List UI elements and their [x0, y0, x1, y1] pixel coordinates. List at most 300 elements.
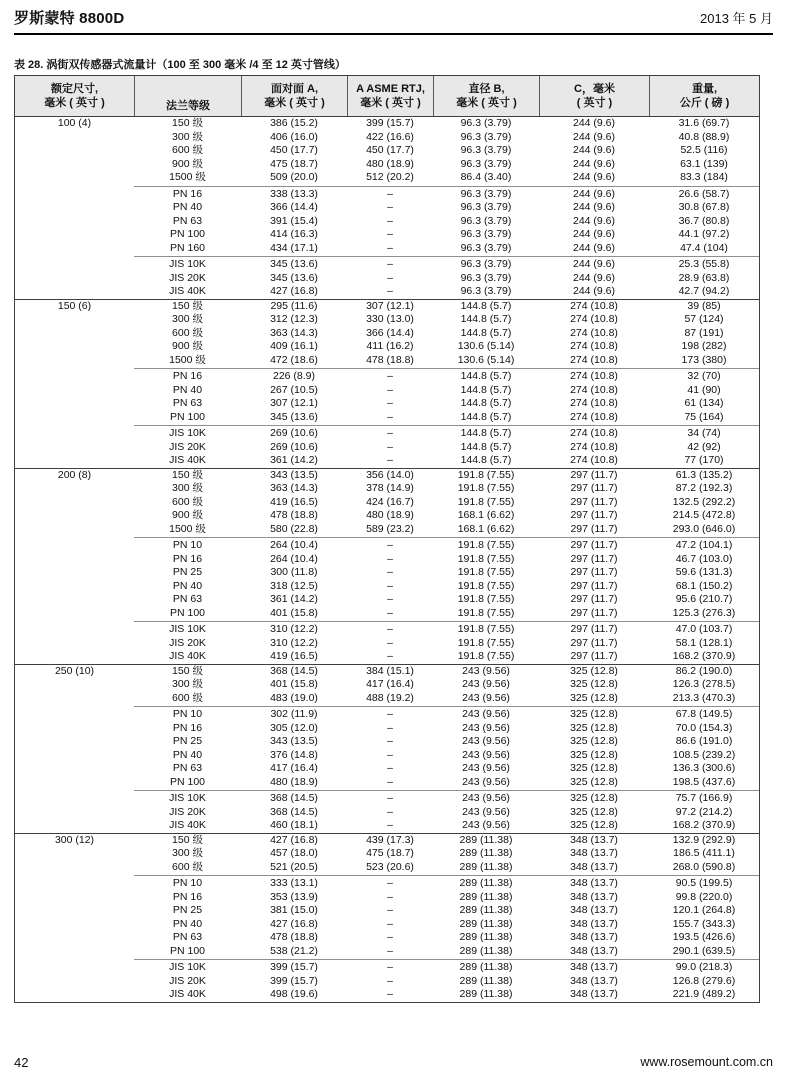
cell-weight: 132.9 (292.9): [672, 833, 736, 846]
cell-diameter-b: 191.8 (7.55): [457, 650, 515, 663]
cell-weight: 221.9 (489.2): [672, 988, 736, 1001]
cell-flange-class: PN 25: [172, 735, 203, 748]
cell-flange-class: 900 级: [172, 509, 203, 522]
cell-dim-c: 274 (10.8): [570, 383, 618, 396]
cell-dim-c: 244 (9.6): [572, 117, 616, 130]
cell-face-to-face: 457 (18.0): [270, 847, 318, 860]
cell-dim-c: 297 (11.7): [570, 552, 618, 565]
cell-weight: 44.1 (97.2): [678, 228, 730, 241]
cell-face-to-face: 345 (13.6): [270, 258, 318, 271]
cell-flange-class: JIS 20K: [169, 636, 206, 649]
size-group: [15, 664, 759, 833]
cell-face-to-face: 580 (22.8): [270, 522, 318, 535]
table-row: [15, 580, 759, 594]
cell-flange-class: JIS 40K: [169, 819, 206, 832]
cell-nominal-size: 300 (12): [54, 833, 95, 846]
cell-dim-c: 244 (9.6): [572, 271, 616, 284]
cell-dim-c: 348 (13.7): [570, 833, 618, 846]
col-header-line: A ASME RTJ,: [356, 83, 425, 95]
table-row: [15, 397, 759, 411]
cell-asme-rtj: 478 (18.8): [366, 353, 414, 366]
table-row: [15, 762, 759, 776]
cell-asme-rtj: 422 (16.6): [366, 130, 414, 143]
table-row: [15, 523, 759, 537]
table-row: [15, 650, 759, 664]
cell-dim-c: 348 (13.7): [570, 988, 618, 1001]
cell-asme-rtj: –: [387, 721, 393, 734]
cell-asme-rtj: –: [387, 988, 393, 1001]
cell-flange-class: 300 级: [172, 130, 203, 143]
cell-weight: 168.2 (370.9): [672, 819, 736, 832]
cell-weight: 132.5 (292.2): [672, 495, 736, 508]
cell-dim-c: 325 (12.8): [570, 691, 618, 704]
cell-flange-class: PN 16: [172, 721, 203, 734]
cell-flange-class: JIS 40K: [169, 650, 206, 663]
cell-face-to-face: 376 (14.8): [270, 748, 318, 761]
table-row: [15, 665, 759, 679]
table-row: [15, 623, 759, 637]
cell-flange-class: 150 级: [172, 664, 203, 677]
cell-asme-rtj: –: [387, 877, 393, 890]
cell-weight: 39 (85): [687, 299, 721, 312]
cell-face-to-face: 509 (20.0): [270, 171, 318, 184]
table-row: [15, 877, 759, 891]
table-row: [15, 340, 759, 354]
cell-face-to-face: 472 (18.6): [270, 353, 318, 366]
cell-asme-rtj: 399 (15.7): [366, 117, 414, 130]
cell-weight: 168.2 (370.9): [672, 650, 736, 663]
cell-weight: 293.0 (646.0): [672, 522, 736, 535]
subgroup-divider: [134, 537, 759, 538]
cell-asme-rtj: –: [387, 792, 393, 805]
cell-face-to-face: 343 (13.5): [270, 735, 318, 748]
document-header: [14, 7, 773, 28]
subgroup-divider: [134, 959, 759, 960]
cell-face-to-face: 386 (15.2): [270, 117, 318, 130]
cell-dim-c: 325 (12.8): [570, 775, 618, 788]
cell-diameter-b: 289 (11.38): [459, 904, 513, 917]
cell-weight: 46.7 (103.0): [675, 552, 733, 565]
cell-dim-c: 297 (11.7): [570, 579, 618, 592]
cell-weight: 67.8 (149.5): [675, 708, 733, 721]
cell-asme-rtj: –: [387, 748, 393, 761]
cell-flange-class: PN 40: [172, 383, 203, 396]
col-header-face-to-face: [241, 76, 347, 116]
subgroup-divider: [134, 256, 759, 257]
size-group: [15, 117, 759, 299]
cell-diameter-b: 289 (11.38): [459, 877, 513, 890]
col-header-line: 额定尺寸,: [50, 83, 99, 95]
table-row: [15, 566, 759, 580]
table-row: [15, 776, 759, 790]
table-row: [15, 354, 759, 368]
table-row: [15, 144, 759, 158]
cell-flange-class: JIS 10K: [169, 792, 206, 805]
cell-diameter-b: 130.6 (5.14): [457, 353, 515, 366]
cell-asme-rtj: –: [387, 427, 393, 440]
cell-diameter-b: 96.3 (3.79): [460, 117, 512, 130]
cell-flange-class: 600 级: [172, 860, 203, 873]
col-header-line: 毫米 ( 英寸 ): [264, 97, 325, 109]
table-row: [15, 188, 759, 202]
cell-asme-rtj: 356 (14.0): [366, 468, 414, 481]
cell-dim-c: 274 (10.8): [570, 427, 618, 440]
cell-face-to-face: 401 (15.8): [270, 678, 318, 691]
cell-flange-class: 150 级: [172, 468, 203, 481]
table-row: [15, 975, 759, 989]
cell-dim-c: 325 (12.8): [570, 819, 618, 832]
table-row: [15, 847, 759, 861]
cell-diameter-b: 144.8 (5.7): [460, 383, 512, 396]
cell-face-to-face: 343 (13.5): [270, 468, 318, 481]
cell-asme-rtj: –: [387, 917, 393, 930]
cell-asme-rtj: 480 (18.9): [366, 509, 414, 522]
subgroup-divider: [134, 368, 759, 369]
col-header-line: 重量,: [691, 83, 718, 95]
cell-dim-c: 297 (11.7): [570, 482, 618, 495]
cell-flange-class: JIS 20K: [169, 271, 206, 284]
cell-flange-class: PN 40: [172, 748, 203, 761]
cell-dim-c: 348 (13.7): [570, 917, 618, 930]
cell-asme-rtj: –: [387, 944, 393, 957]
cell-weight: 95.6 (210.7): [675, 593, 733, 606]
cell-flange-class: PN 63: [172, 593, 203, 606]
cell-weight: 75.7 (166.9): [675, 792, 733, 805]
cell-flange-class: PN 63: [172, 931, 203, 944]
cell-face-to-face: 419 (16.5): [270, 650, 318, 663]
cell-face-to-face: 345 (13.6): [270, 410, 318, 423]
cell-flange-class: 300 级: [172, 482, 203, 495]
cell-flange-class: 900 级: [172, 340, 203, 353]
cell-dim-c: 297 (11.7): [570, 522, 618, 535]
cell-asme-rtj: –: [387, 397, 393, 410]
table-row: [15, 735, 759, 749]
cell-dim-c: 297 (11.7): [570, 566, 618, 579]
cell-asme-rtj: –: [387, 410, 393, 423]
table-row: [15, 496, 759, 510]
cell-flange-class: PN 16: [172, 187, 203, 200]
table-row: [15, 370, 759, 384]
cell-asme-rtj: 417 (16.4): [366, 678, 414, 691]
cell-diameter-b: 96.3 (3.79): [460, 285, 512, 298]
table-row: [15, 215, 759, 229]
cell-weight: 87 (191): [684, 326, 724, 339]
cell-diameter-b: 243 (9.56): [462, 708, 510, 721]
cell-asme-rtj: 307 (12.1): [366, 299, 414, 312]
cell-weight: 290.1 (639.5): [672, 944, 736, 957]
col-header-line: 毫米 ( 英寸 ): [360, 97, 421, 109]
cell-nominal-size: 250 (10): [54, 664, 95, 677]
cell-face-to-face: 361 (14.2): [270, 454, 318, 467]
cell-diameter-b: 191.8 (7.55): [457, 579, 515, 592]
cell-diameter-b: 243 (9.56): [462, 721, 510, 734]
cell-flange-class: PN 160: [169, 241, 206, 254]
cell-diameter-b: 289 (11.38): [459, 847, 513, 860]
cell-diameter-b: 243 (9.56): [462, 805, 510, 818]
cell-dim-c: 244 (9.6): [572, 157, 616, 170]
cell-asme-rtj: –: [387, 974, 393, 987]
cell-face-to-face: 419 (16.5): [270, 495, 318, 508]
cell-flange-class: PN 40: [172, 579, 203, 592]
cell-face-to-face: 478 (18.8): [270, 509, 318, 522]
cell-dim-c: 244 (9.6): [572, 187, 616, 200]
cell-weight: 126.3 (278.5): [672, 678, 736, 691]
cell-diameter-b: 96.3 (3.79): [460, 130, 512, 143]
table-row: [15, 313, 759, 327]
cell-weight: 125.3 (276.3): [672, 606, 736, 619]
table-row: [15, 593, 759, 607]
cell-flange-class: PN 10: [172, 539, 203, 552]
cell-face-to-face: 338 (13.3): [270, 187, 318, 200]
cell-asme-rtj: –: [387, 454, 393, 467]
table-row: [15, 454, 759, 468]
subgroup-divider: [134, 621, 759, 622]
cell-dim-c: 274 (10.8): [570, 410, 618, 423]
cell-flange-class: PN 100: [169, 228, 206, 241]
table-row: [15, 285, 759, 299]
cell-face-to-face: 521 (20.5): [270, 860, 318, 873]
cell-weight: 61 (134): [684, 397, 724, 410]
table-row: [15, 945, 759, 959]
cell-weight: 77 (170): [684, 454, 724, 467]
table-row: [15, 171, 759, 185]
cell-dim-c: 325 (12.8): [570, 805, 618, 818]
cell-asme-rtj: –: [387, 271, 393, 284]
table-row: [15, 834, 759, 848]
cell-diameter-b: 191.8 (7.55): [457, 636, 515, 649]
cell-dim-c: 297 (11.7): [570, 495, 618, 508]
cell-dim-c: 325 (12.8): [570, 721, 618, 734]
cell-dim-c: 297 (11.7): [570, 623, 618, 636]
cell-dim-c: 348 (13.7): [570, 944, 618, 957]
cell-weight: 42 (92): [687, 440, 721, 453]
cell-flange-class: PN 63: [172, 214, 203, 227]
cell-dim-c: 274 (10.8): [570, 370, 618, 383]
cell-face-to-face: 478 (18.8): [270, 931, 318, 944]
cell-diameter-b: 144.8 (5.7): [460, 299, 512, 312]
cell-asme-rtj: –: [387, 904, 393, 917]
cell-diameter-b: 144.8 (5.7): [460, 326, 512, 339]
footer-website: www.rosemount.com.cn: [640, 1055, 773, 1069]
cell-dim-c: 274 (10.8): [570, 313, 618, 326]
table-row: [15, 441, 759, 455]
cell-flange-class: PN 16: [172, 552, 203, 565]
cell-face-to-face: 366 (14.4): [270, 201, 318, 214]
cell-face-to-face: 345 (13.6): [270, 271, 318, 284]
cell-weight: 213.3 (470.3): [672, 691, 736, 704]
cell-face-to-face: 312 (12.3): [270, 313, 318, 326]
table-row: [15, 722, 759, 736]
cell-face-to-face: 409 (16.1): [270, 340, 318, 353]
cell-face-to-face: 333 (13.1): [270, 877, 318, 890]
cell-face-to-face: 460 (18.1): [270, 819, 318, 832]
cell-dim-c: 297 (11.7): [570, 509, 618, 522]
cell-asme-rtj: –: [387, 258, 393, 271]
col-header-flange-class: [134, 76, 241, 116]
cell-face-to-face: 368 (14.5): [270, 805, 318, 818]
table-row: [15, 861, 759, 875]
subgroup-divider: [134, 186, 759, 187]
table-row: [15, 384, 759, 398]
cell-asme-rtj: –: [387, 579, 393, 592]
cell-face-to-face: 300 (11.8): [270, 566, 318, 579]
cell-diameter-b: 289 (11.38): [459, 944, 513, 957]
cell-dim-c: 297 (11.7): [570, 593, 618, 606]
table-row: [15, 258, 759, 272]
cell-face-to-face: 406 (16.0): [270, 130, 318, 143]
header-divider: [14, 33, 773, 35]
cell-weight: 86.6 (191.0): [675, 735, 733, 748]
cell-flange-class: PN 25: [172, 904, 203, 917]
cell-dim-c: 348 (13.7): [570, 877, 618, 890]
table-row: [15, 637, 759, 651]
cell-diameter-b: 289 (11.38): [459, 860, 513, 873]
cell-face-to-face: 414 (16.3): [270, 228, 318, 241]
table-row: [15, 272, 759, 286]
cell-diameter-b: 243 (9.56): [462, 691, 510, 704]
table-row: [15, 792, 759, 806]
cell-face-to-face: 295 (11.6): [270, 299, 318, 312]
cell-flange-class: 900 级: [172, 157, 203, 170]
cell-diameter-b: 191.8 (7.55): [457, 552, 515, 565]
cell-asme-rtj: –: [387, 201, 393, 214]
table-row: [15, 509, 759, 523]
cell-nominal-size: 200 (8): [57, 468, 92, 481]
cell-weight: 34 (74): [687, 427, 721, 440]
cell-diameter-b: 96.3 (3.79): [460, 144, 512, 157]
cell-diameter-b: 243 (9.56): [462, 775, 510, 788]
cell-face-to-face: 264 (10.4): [270, 552, 318, 565]
table-row: [15, 327, 759, 341]
cell-dim-c: 297 (11.7): [570, 539, 618, 552]
cell-weight: 198.5 (437.6): [672, 775, 736, 788]
cell-flange-class: 300 级: [172, 847, 203, 860]
cell-dim-c: 244 (9.6): [572, 241, 616, 254]
col-header-line: 毫米 ( 英寸 ): [44, 97, 105, 109]
cell-weight: 87.2 (192.3): [675, 482, 733, 495]
cell-diameter-b: 96.3 (3.79): [460, 271, 512, 284]
cell-asme-rtj: –: [387, 636, 393, 649]
table-row: [15, 427, 759, 441]
cell-face-to-face: 307 (12.1): [270, 397, 318, 410]
cell-diameter-b: 96.3 (3.79): [460, 228, 512, 241]
publication-date: 2013 年 5 月: [700, 11, 773, 26]
cell-flange-class: JIS 10K: [169, 427, 206, 440]
cell-diameter-b: 144.8 (5.7): [460, 313, 512, 326]
cell-flange-class: PN 100: [169, 410, 206, 423]
col-header-line: 面对面 A,: [270, 83, 319, 95]
cell-asme-rtj: –: [387, 708, 393, 721]
cell-flange-class: PN 16: [172, 890, 203, 903]
cell-flange-class: JIS 20K: [169, 805, 206, 818]
cell-face-to-face: 399 (15.7): [270, 974, 318, 987]
cell-weight: 83.3 (184): [680, 171, 728, 184]
cell-weight: 75 (164): [684, 410, 724, 423]
size-group: [15, 468, 759, 664]
cell-flange-class: JIS 20K: [169, 974, 206, 987]
cell-face-to-face: 427 (16.8): [270, 917, 318, 930]
cell-diameter-b: 96.3 (3.79): [460, 157, 512, 170]
col-header-line: ( 英寸 ): [576, 97, 613, 109]
cell-asme-rtj: –: [387, 440, 393, 453]
cell-dim-c: 348 (13.7): [570, 860, 618, 873]
cell-asme-rtj: 378 (14.9): [366, 482, 414, 495]
cell-diameter-b: 144.8 (5.7): [460, 410, 512, 423]
cell-dim-c: 274 (10.8): [570, 353, 618, 366]
cell-flange-class: JIS 20K: [169, 440, 206, 453]
cell-dim-c: 348 (13.7): [570, 961, 618, 974]
cell-dim-c: 274 (10.8): [570, 340, 618, 353]
cell-dim-c: 325 (12.8): [570, 735, 618, 748]
cell-diameter-b: 96.3 (3.79): [460, 214, 512, 227]
cell-face-to-face: 353 (13.9): [270, 890, 318, 903]
cell-diameter-b: 289 (11.38): [459, 890, 513, 903]
table-row: [15, 228, 759, 242]
cell-diameter-b: 96.3 (3.79): [460, 241, 512, 254]
cell-dim-c: 244 (9.6): [572, 171, 616, 184]
table-row: [15, 891, 759, 905]
cell-diameter-b: 243 (9.56): [462, 664, 510, 677]
cell-flange-class: PN 100: [169, 775, 206, 788]
table-row: [15, 300, 759, 314]
cell-flange-class: PN 40: [172, 917, 203, 930]
cell-asme-rtj: 439 (17.3): [366, 833, 414, 846]
cell-diameter-b: 191.8 (7.55): [457, 566, 515, 579]
cell-face-to-face: 269 (10.6): [270, 427, 318, 440]
cell-weight: 193.5 (426.6): [672, 931, 736, 944]
cell-asme-rtj: –: [387, 819, 393, 832]
cell-face-to-face: 363 (14.3): [270, 326, 318, 339]
cell-dim-c: 274 (10.8): [570, 397, 618, 410]
cell-diameter-b: 144.8 (5.7): [460, 397, 512, 410]
cell-weight: 30.8 (67.8): [678, 201, 730, 214]
cell-asme-rtj: 523 (20.6): [366, 860, 414, 873]
cell-asme-rtj: 488 (19.2): [366, 691, 414, 704]
col-header-line: 法兰等级: [166, 100, 210, 112]
subgroup-divider: [134, 790, 759, 791]
cell-asme-rtj: –: [387, 606, 393, 619]
cell-dim-c: 297 (11.7): [570, 606, 618, 619]
cell-face-to-face: 368 (14.5): [270, 792, 318, 805]
cell-flange-class: 150 级: [172, 299, 203, 312]
cell-diameter-b: 191.8 (7.55): [457, 495, 515, 508]
cell-weight: 57 (124): [684, 313, 724, 326]
cell-asme-rtj: –: [387, 762, 393, 775]
cell-weight: 59.6 (131.3): [675, 566, 733, 579]
cell-weight: 47.0 (103.7): [675, 623, 733, 636]
col-header-asme-rtj: [347, 76, 433, 116]
cell-face-to-face: 498 (19.6): [270, 988, 318, 1001]
cell-face-to-face: 434 (17.1): [270, 241, 318, 254]
cell-asme-rtj: –: [387, 187, 393, 200]
cell-asme-rtj: –: [387, 241, 393, 254]
cell-face-to-face: 226 (8.9): [272, 370, 316, 383]
cell-dim-c: 274 (10.8): [570, 454, 618, 467]
cell-flange-class: PN 100: [169, 606, 206, 619]
cell-diameter-b: 243 (9.56): [462, 748, 510, 761]
table-row: [15, 918, 759, 932]
table-row: [15, 961, 759, 975]
cell-weight: 28.9 (63.8): [678, 271, 730, 284]
cell-flange-class: JIS 40K: [169, 454, 206, 467]
cell-weight: 42.7 (94.2): [678, 285, 730, 298]
cell-weight: 47.4 (104): [680, 241, 728, 254]
cell-diameter-b: 289 (11.38): [459, 931, 513, 944]
cell-asme-rtj: –: [387, 552, 393, 565]
cell-asme-rtj: –: [387, 805, 393, 818]
table-header-row: [15, 76, 759, 117]
table-caption: 表 28. 涡街双传感器式流量计（100 至 300 毫米 /4 至 12 英寸管线）: [14, 59, 346, 71]
